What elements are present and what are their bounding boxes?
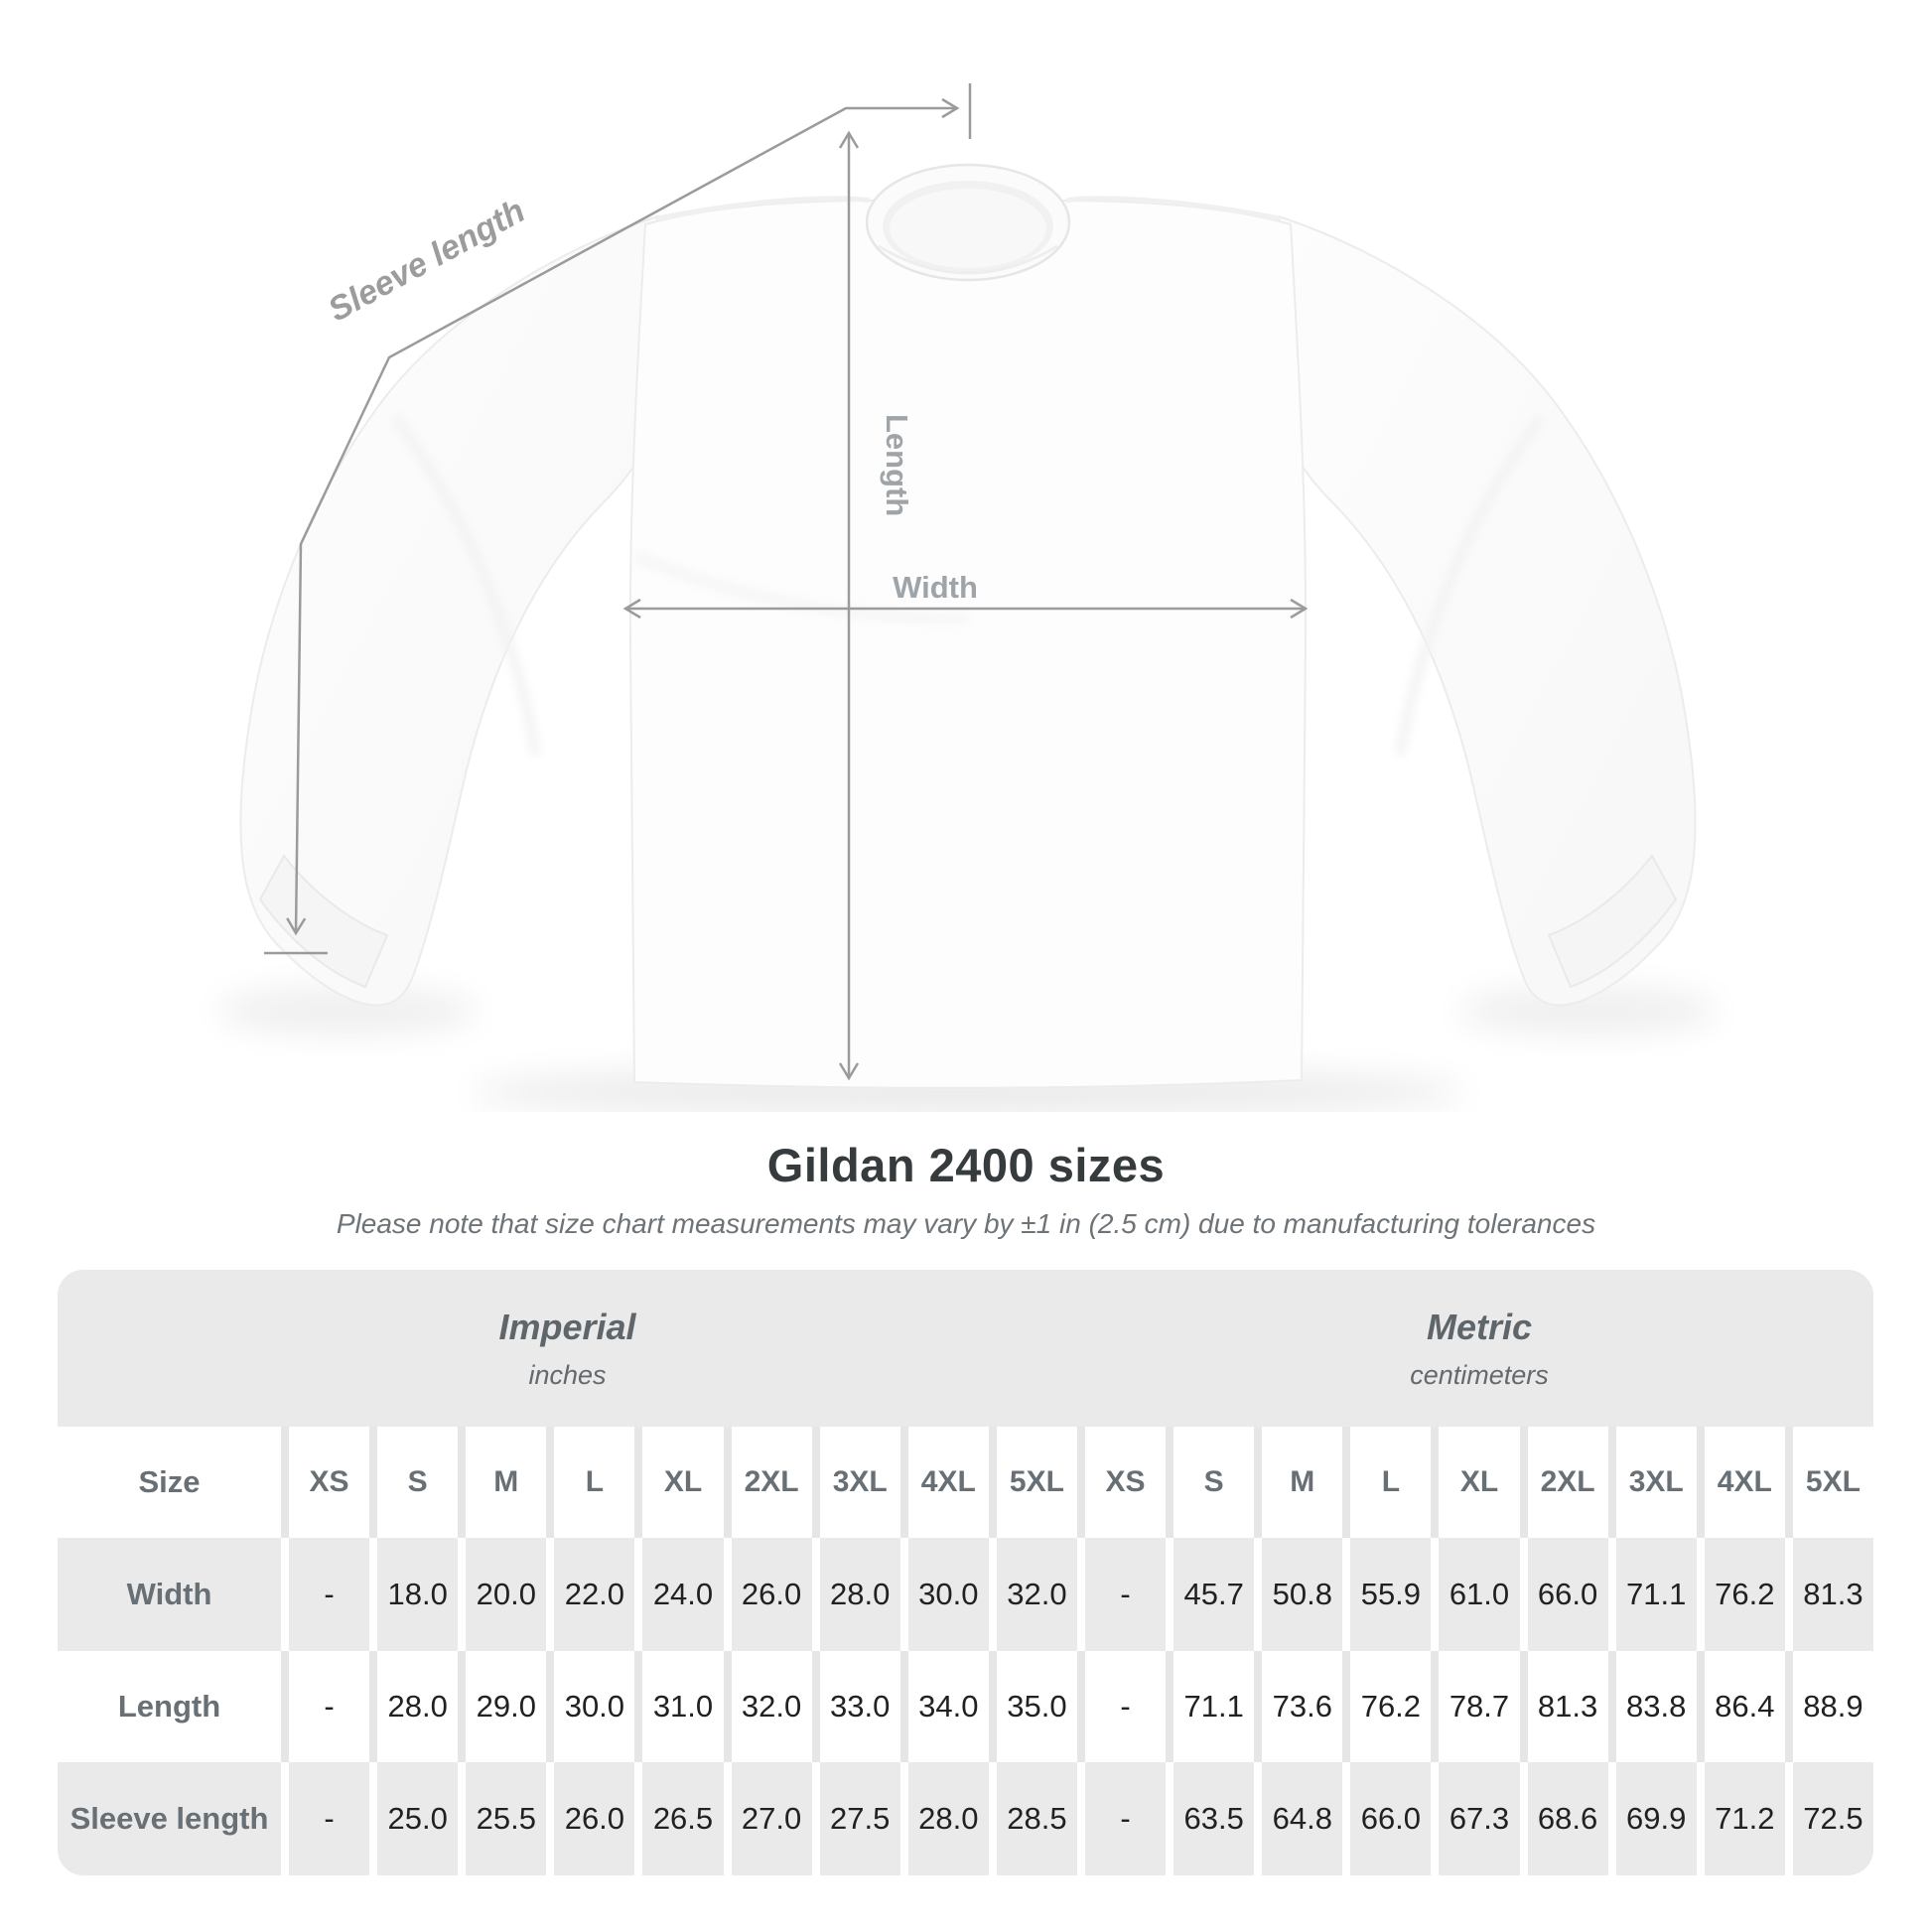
shirt-collar bbox=[867, 165, 1069, 280]
imperial-label: Imperial bbox=[498, 1306, 636, 1347]
size-column-header: L bbox=[1350, 1427, 1431, 1538]
table-cell: 71.1 bbox=[1173, 1651, 1254, 1762]
table-cell: 78.7 bbox=[1439, 1651, 1519, 1762]
table-cell: 26.5 bbox=[642, 1762, 723, 1875]
shirt-right-sleeve bbox=[1279, 216, 1696, 1006]
size-column-header: XS bbox=[1085, 1427, 1166, 1538]
size-column-header: S bbox=[1173, 1427, 1254, 1538]
table-cell: 28.0 bbox=[820, 1538, 900, 1651]
table-cell: 76.2 bbox=[1705, 1538, 1785, 1651]
table-cell: 50.8 bbox=[1262, 1538, 1342, 1651]
size-column-header: 4XL bbox=[1705, 1427, 1785, 1538]
tolerance-note: Please note that size chart measurements may vary by ±1 in (2.5 cm) due to manufacturing tolerances bbox=[336, 1208, 1596, 1239]
table-cell: 30.0 bbox=[554, 1651, 634, 1762]
size-column-header: XS bbox=[289, 1427, 369, 1538]
imperial-unit-label: inches bbox=[528, 1359, 607, 1390]
heading bbox=[0, 1138, 1932, 1240]
size-column-header: 3XL bbox=[820, 1427, 900, 1538]
metric-group-header bbox=[1085, 1270, 1873, 1427]
table-row-width bbox=[58, 1538, 1873, 1651]
table-cell: 81.3 bbox=[1793, 1538, 1873, 1651]
size-column-header: XL bbox=[1439, 1427, 1519, 1538]
table-cell: 32.0 bbox=[997, 1538, 1077, 1651]
table-cell: 27.0 bbox=[732, 1762, 812, 1875]
table-cell: 28.5 bbox=[997, 1762, 1077, 1875]
table-cell: 26.0 bbox=[732, 1538, 812, 1651]
metric-label: Metric bbox=[1426, 1306, 1533, 1347]
table-cell: 22.0 bbox=[554, 1538, 634, 1651]
table-row-sleeve-length bbox=[58, 1762, 1873, 1875]
table-cell: 25.0 bbox=[377, 1762, 458, 1875]
sleeve-length-label: Sleeve length bbox=[322, 192, 532, 330]
shirt-torso bbox=[630, 199, 1306, 1088]
table-cell: 83.8 bbox=[1616, 1651, 1697, 1762]
table-cell: 61.0 bbox=[1439, 1538, 1519, 1651]
table-cell: 66.0 bbox=[1528, 1538, 1608, 1651]
size-column-header: 5XL bbox=[997, 1427, 1077, 1538]
size-column-header: M bbox=[1262, 1427, 1342, 1538]
size-column-header: 2XL bbox=[732, 1427, 812, 1538]
table-cell: - bbox=[289, 1651, 369, 1762]
table-cell: - bbox=[289, 1538, 369, 1651]
size-header-row bbox=[58, 1427, 1873, 1538]
shirt-left-sleeve bbox=[240, 216, 657, 1006]
size-column-header: L bbox=[554, 1427, 634, 1538]
table-cell: 68.6 bbox=[1528, 1762, 1608, 1875]
table-cell: 45.7 bbox=[1173, 1538, 1254, 1651]
table-cell: 63.5 bbox=[1173, 1762, 1254, 1875]
size-column-header: S bbox=[377, 1427, 458, 1538]
table-cell: 32.0 bbox=[732, 1651, 812, 1762]
width-label: Width bbox=[893, 570, 978, 605]
table-cell: 34.0 bbox=[908, 1651, 989, 1762]
table-cell: 71.2 bbox=[1705, 1762, 1785, 1875]
table-cell: 27.5 bbox=[820, 1762, 900, 1875]
table-cell: 28.0 bbox=[908, 1762, 989, 1875]
table-cell: 81.3 bbox=[1528, 1651, 1608, 1762]
table-cell: 86.4 bbox=[1705, 1651, 1785, 1762]
table-cell: 88.9 bbox=[1793, 1651, 1873, 1762]
page-title: Gildan 2400 sizes bbox=[766, 1139, 1166, 1191]
table-cell: 69.9 bbox=[1616, 1762, 1697, 1875]
imperial-group-header bbox=[58, 1270, 1077, 1427]
size-column-header: M bbox=[466, 1427, 546, 1538]
metric-unit-label: centimeters bbox=[1410, 1359, 1549, 1390]
table-cell: 55.9 bbox=[1350, 1538, 1431, 1651]
table-cell: - bbox=[1085, 1538, 1166, 1651]
table-cell: 64.8 bbox=[1262, 1762, 1342, 1875]
table-cell: 20.0 bbox=[466, 1538, 546, 1651]
table-cell: 72.5 bbox=[1793, 1762, 1873, 1875]
table-cell: 76.2 bbox=[1350, 1651, 1431, 1762]
table-cell: 67.3 bbox=[1439, 1762, 1519, 1875]
table-cell: 26.0 bbox=[554, 1762, 634, 1875]
table-cell: - bbox=[1085, 1651, 1166, 1762]
size-column-header: XL bbox=[642, 1427, 723, 1538]
size-column-header: 2XL bbox=[1528, 1427, 1608, 1538]
row-label-sleeve-length: Sleeve length bbox=[58, 1762, 281, 1875]
table-cell: 24.0 bbox=[642, 1538, 723, 1651]
table-cell: 31.0 bbox=[642, 1651, 723, 1762]
table-cell: - bbox=[289, 1762, 369, 1875]
table-cell: 28.0 bbox=[377, 1651, 458, 1762]
size-column-header: 5XL bbox=[1793, 1427, 1873, 1538]
table-cell: 33.0 bbox=[820, 1651, 900, 1762]
table-cell: 29.0 bbox=[466, 1651, 546, 1762]
row-label-length: Length bbox=[58, 1651, 281, 1762]
size-column-header: 3XL bbox=[1616, 1427, 1697, 1538]
size-table bbox=[58, 1270, 1873, 1875]
table-cell: 73.6 bbox=[1262, 1651, 1342, 1762]
size-column-header: 4XL bbox=[908, 1427, 989, 1538]
size-column-label: Size bbox=[58, 1427, 281, 1538]
table-cell: 71.1 bbox=[1616, 1538, 1697, 1651]
table-cell: 35.0 bbox=[997, 1651, 1077, 1762]
table-cell: 25.5 bbox=[466, 1762, 546, 1875]
table-cell: 30.0 bbox=[908, 1538, 989, 1651]
row-label-width: Width bbox=[58, 1538, 281, 1651]
unit-header-row bbox=[58, 1270, 1873, 1427]
table-row-length bbox=[58, 1651, 1873, 1762]
table-cell: - bbox=[1085, 1762, 1166, 1875]
length-label: Length bbox=[880, 414, 914, 517]
table-cell: 66.0 bbox=[1350, 1762, 1431, 1875]
table-cell: 18.0 bbox=[377, 1538, 458, 1651]
